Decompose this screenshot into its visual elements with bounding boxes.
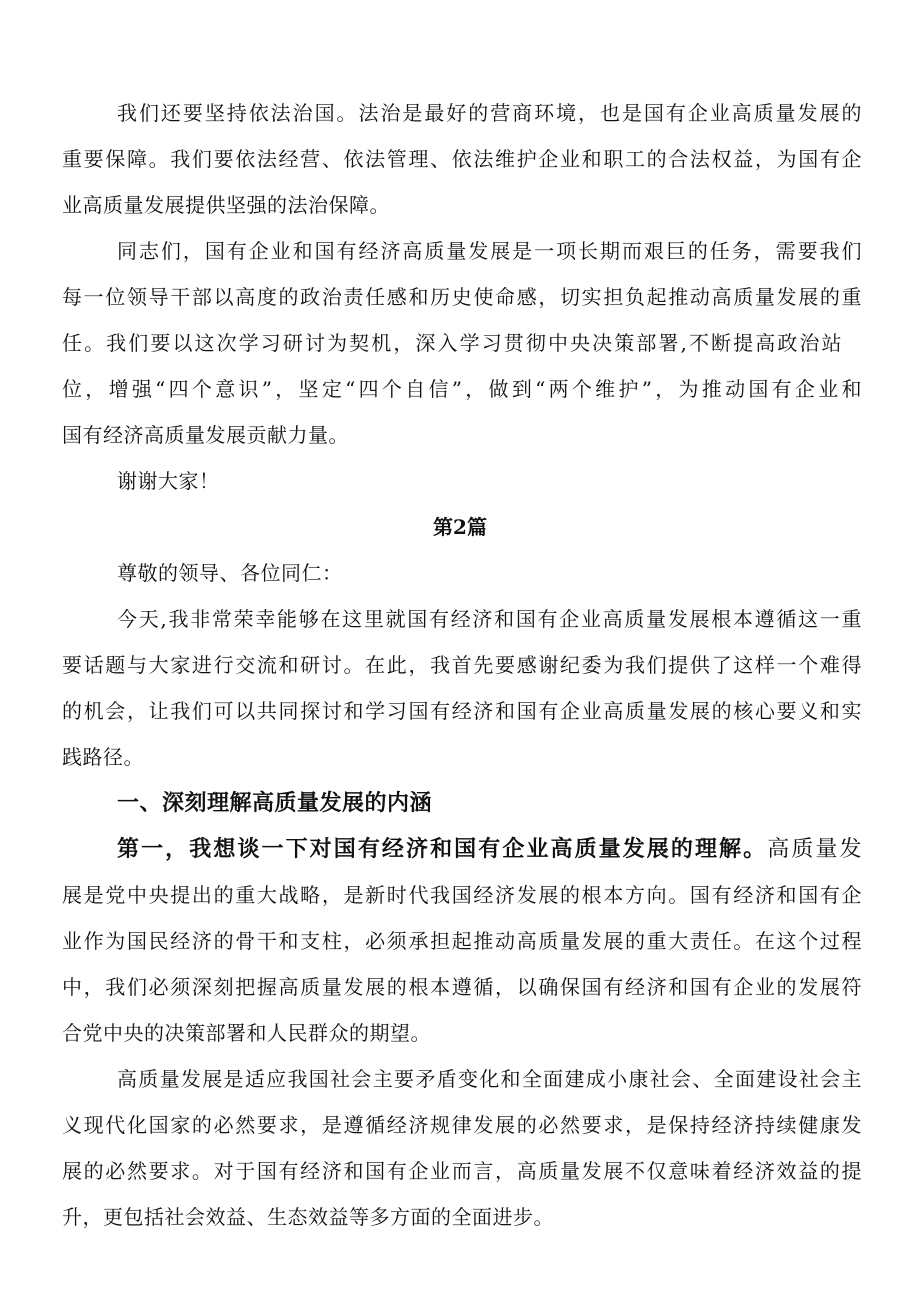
paragraph-line: 国有经济高质量发展贡献力量。 (62, 423, 349, 447)
paragraph-line: 合党中央的决策部署和人民群众的期望。 (62, 1021, 431, 1045)
paragraph-line: 位，增强“四个意识”，坚定“四个自信”，做到“两个维护”，为推动国有企业和 (62, 377, 862, 401)
paragraph-line: 每一位领导干部以高度的政治责任感和历史使命感，切实担负起推动高质量发展的重 (62, 285, 862, 309)
paragraph-line: 高质量发展是适应我国社会主要矛盾变化和全面建成小康社会、全面建设社会主 (117, 1067, 862, 1091)
paragraph-line: 重要保障。我们要依法经营、依法管理、依法维护企业和职工的合法权益，为国有企 (62, 147, 862, 171)
paragraph-line: 的机会，让我们可以共同探讨和学习国有经济和国有企业高质量发展的核心要义和实 (62, 699, 862, 723)
paragraph-line: 我们还要坚持依法治国。法治是最好的营商环境，也是国有企业高质量发展的 (117, 101, 862, 125)
section-title: 第2篇 (433, 515, 487, 539)
paragraph-line: 任。我们要以这次学习研讨为契机，深入学习贯彻中央决策部署,不断提高政治站 (62, 331, 842, 355)
paragraph-line: 展的必然要求。对于国有经济和国有企业而言，高质量发展不仅意味着经济效益的提 (62, 1159, 862, 1183)
paragraph-line: 展是党中央提出的重大战略，是新时代我国经济发展的根本方向。国有经济和国有企 (62, 883, 862, 907)
paragraph-text: 高质量发 (767, 837, 862, 862)
paragraph-line: 要话题与大家进行交流和研讨。在此，我首先要感谢纪委为我们提供了这样一个难得 (62, 653, 862, 677)
paragraph-line: 今天,我非常荣幸能够在这里就国有经济和国有企业高质量发展根本遵循这一重 (117, 607, 862, 631)
paragraph-line: 同志们，国有企业和国有经济高质量发展是一项长期而艰巨的任务，需要我们 (117, 239, 862, 263)
closing-thanks: 谢谢大家！ (117, 469, 220, 493)
paragraph-line: 升，更包括社会效益、生态效益等多方面的全面进步。 (62, 1205, 554, 1229)
paragraph-line (117, 836, 862, 863)
section-heading: 一、深刻理解高质量发展的内涵 (117, 790, 433, 816)
emphasis-text: 第一，我想谈一下对国有经济和国有企业高质量发展的理解。 (117, 836, 768, 862)
paragraph-line: 中，我们必须深刻把握高质量发展的根本遵循，以确保国有经济和国有企业的发展符 (62, 975, 862, 999)
paragraph-line: 业作为国民经济的骨干和支柱，必须承担起推动高质量发展的重大责任。在这个过程 (62, 929, 862, 953)
paragraph-line: 业高质量发展提供坚强的法治保障。 (62, 193, 390, 217)
greeting: 尊敬的领导、各位同仁： (117, 561, 343, 585)
paragraph-line: 义现代化国家的必然要求，是遵循经济规律发展的必然要求，是保持经济持续健康发 (62, 1113, 862, 1137)
paragraph-line: 践路径。 (62, 745, 144, 769)
